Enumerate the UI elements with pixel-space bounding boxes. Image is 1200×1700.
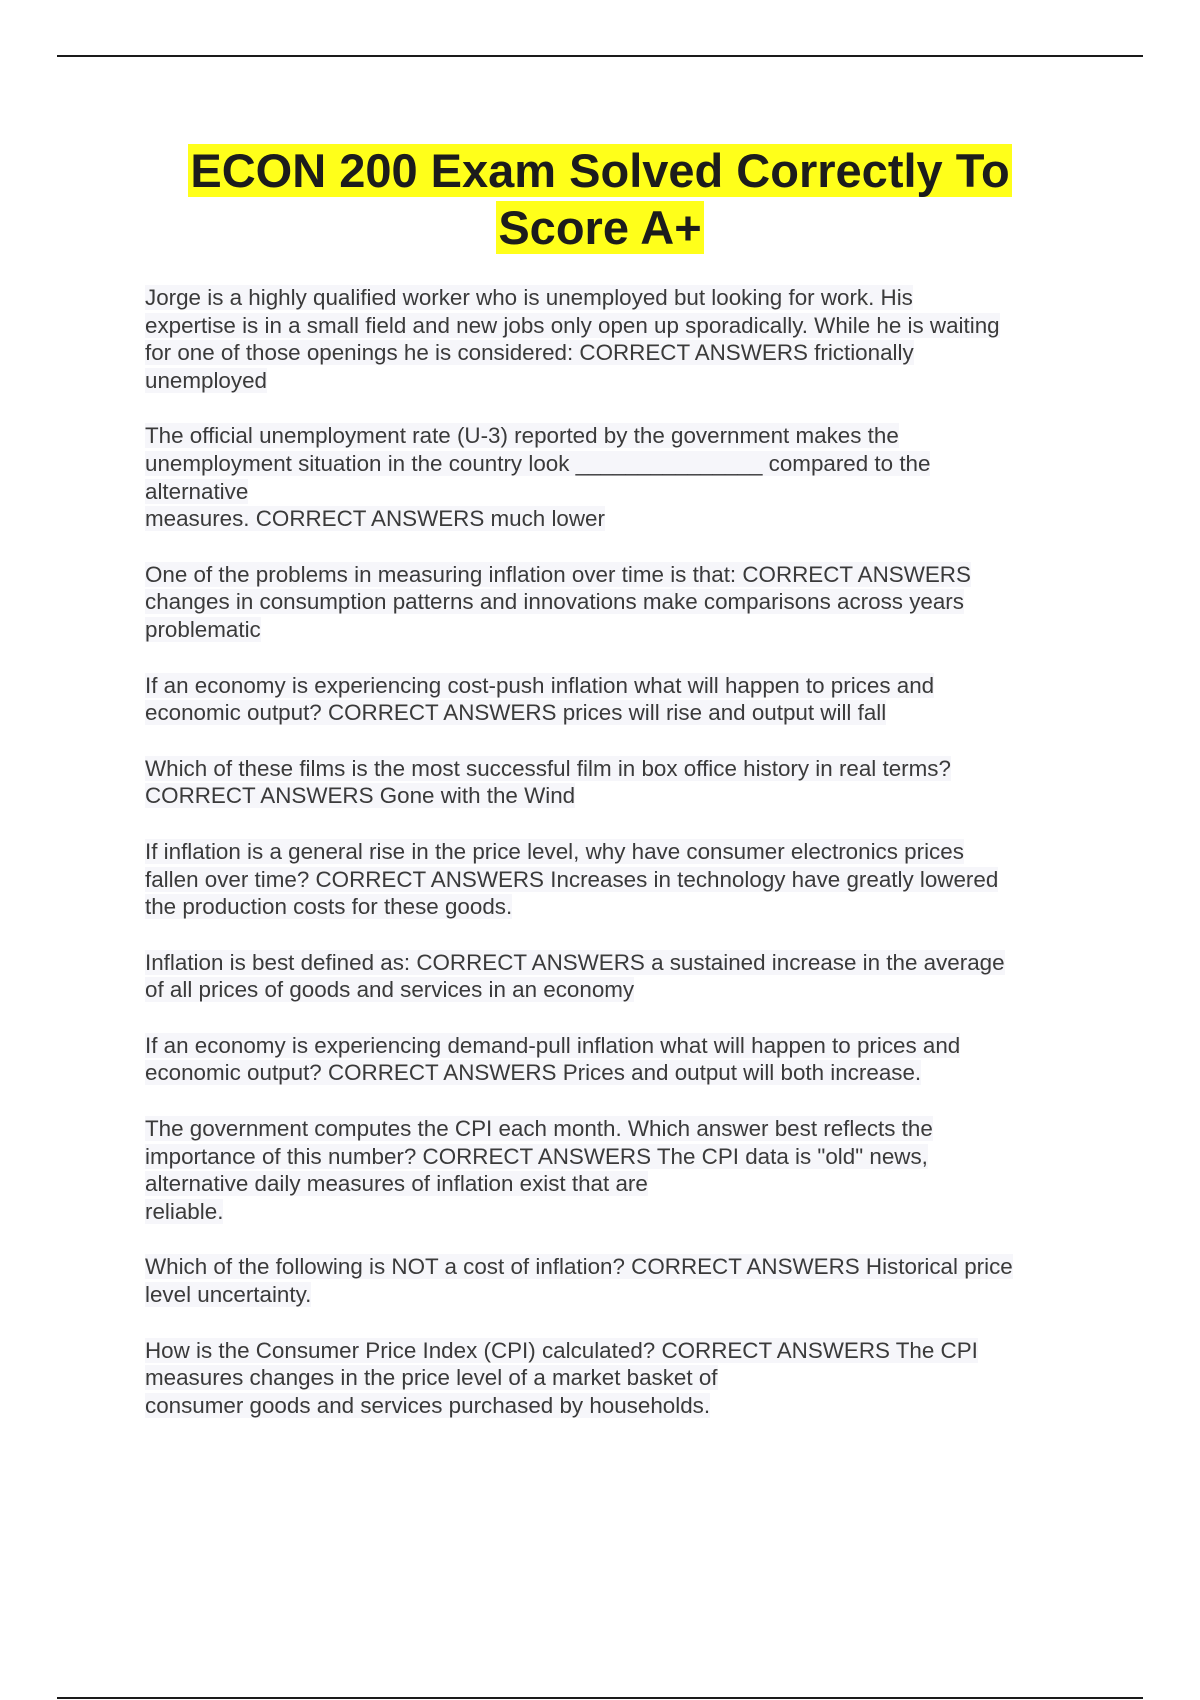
title-line-1: ECON 200 Exam Solved Correctly To [190, 144, 1010, 197]
qa-item [145, 284, 1085, 394]
qa-text: One of the problems in measuring inflation over time is that: CORRECT ANSWERS changes in consumption patterns and innovations make comparisons across years problematic [145, 561, 971, 642]
header-rule [57, 55, 1143, 57]
qa-text: If an economy is experiencing cost-push inflation what will happen to prices and economic output? CORRECT ANSWERS prices will rise and output will fall [145, 672, 935, 726]
qa-text: If inflation is a general rise in the price level, why have consumer electronics prices fallen over time? CORRECT ANSWERS Increases in technology have greatly lowered the production costs for these goods. [145, 838, 999, 920]
qa-item [145, 561, 1085, 644]
qa-item [145, 755, 1085, 810]
qa-item [145, 1032, 1085, 1087]
document-title [100, 142, 1100, 256]
qa-item [145, 1115, 1085, 1225]
qa-item [145, 422, 1085, 532]
question-answer-list [145, 284, 1085, 1447]
qa-text: Jorge is a highly qualified worker who is unemployed but looking for work. His expertise is in a small field and new jobs only open up sporadically. While he is waiting for one of those openings he is considered: CORRECT ANSWERS frictionally unemployed [145, 285, 1000, 393]
qa-text: If an economy is experiencing demand-pull inflation what will happen to prices and economic output? CORRECT ANSWERS Prices and output will both increase. [145, 1032, 961, 1086]
title-line-2: Score A+ [498, 201, 702, 254]
footer-rule [57, 1697, 1143, 1699]
qa-item [145, 838, 1085, 921]
qa-text: The government computes the CPI each month. Which answer best reflects the importance of this number? CORRECT ANSWERS The CPI data is "old" news, alternative daily measures of inflation exist that are reliable. [145, 1116, 933, 1224]
qa-text: Inflation is best defined as: CORRECT ANSWERS a sustained increase in the average of all prices of goods and services in an economy [145, 949, 1005, 1003]
qa-text: How is the Consumer Price Index (CPI) calculated? CORRECT ANSWERS The CPI measures changes in the price level of a market basket of consumer goods and services purchased by households. [145, 1337, 978, 1418]
qa-item [145, 949, 1085, 1004]
qa-item [145, 1253, 1085, 1308]
qa-text: The official unemployment rate (U-3) reported by the government makes the unemployment situation in the country look _______________ compared to the alternative measures. CORRECT ANSWERS much lower [145, 423, 931, 532]
qa-text: Which of these films is the most successful film in box office history in real terms? CORRECT ANSWERS Gone with the Wind [145, 755, 951, 809]
qa-text: Which of the following is NOT a cost of inflation? CORRECT ANSWERS Historical price level uncertainty. [145, 1254, 1013, 1308]
qa-item [145, 1337, 1085, 1420]
qa-item [145, 672, 1085, 727]
